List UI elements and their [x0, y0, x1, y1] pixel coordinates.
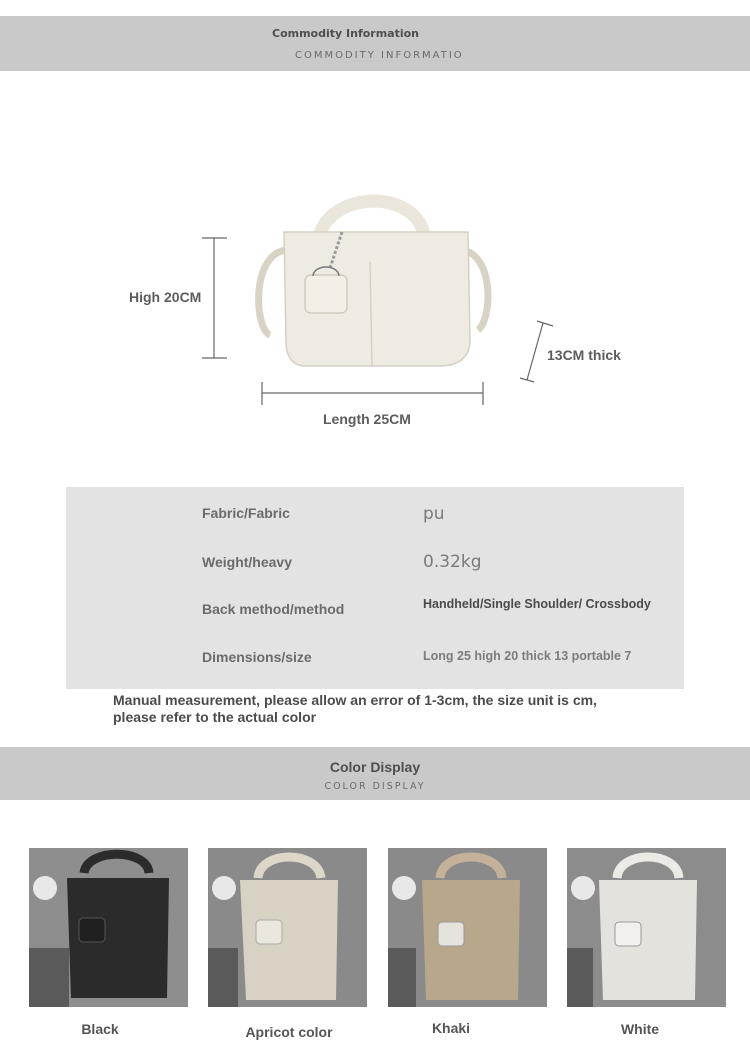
- product-dimension-diagram: [0, 170, 750, 420]
- commodity-info-title: Commodity Information: [272, 27, 420, 40]
- color-swatch-apricot[interactable]: [208, 848, 367, 1007]
- measurement-note: Manual measurement, please allow an error of 1-3cm, the size unit is cm, please refer to the actual color: [113, 692, 597, 725]
- color-swatch-khaki[interactable]: [388, 848, 547, 1007]
- spec-value-carry-method: Handheld/Single Shoulder/ Crossbody: [423, 597, 651, 611]
- black-bag-photo: [29, 848, 188, 1007]
- khaki-bag-photo: [388, 848, 547, 1007]
- commodity-info-subtitle: COMMODITY INFORMATIO: [295, 50, 464, 61]
- color-label-black: Black: [81, 1021, 119, 1037]
- bag-illustration: [259, 201, 488, 366]
- color-display-title: Color Display: [329, 759, 421, 775]
- length-label: Length 25CM: [323, 411, 411, 427]
- commodity-info-header: [0, 16, 750, 71]
- spec-key-weight: Weight/heavy: [202, 554, 292, 570]
- height-label: High 20CM: [129, 289, 202, 305]
- color-label-white: White: [620, 1021, 660, 1037]
- color-swatch-white[interactable]: [567, 848, 726, 1007]
- color-label-khaki: Khaki: [431, 1020, 471, 1036]
- spec-key-fabric: Fabric/Fabric: [202, 505, 290, 521]
- spec-value-weight: 0.32kg: [423, 552, 482, 572]
- spec-value-fabric: pu: [423, 504, 445, 524]
- color-display-subtitle: COLOR DISPLAY: [324, 781, 426, 792]
- color-swatch-black[interactable]: [29, 848, 188, 1007]
- apricot-bag-photo: [208, 848, 367, 1007]
- height-dimension-line: [202, 238, 227, 358]
- spec-key-dimensions: Dimensions/size: [202, 649, 312, 665]
- color-label-apricot: Apricot color: [245, 1024, 333, 1040]
- spec-value-dimensions: Long 25 high 20 thick 13 portable 7: [423, 649, 632, 663]
- color-display-header: [0, 747, 750, 800]
- spec-key-carry-method: Back method/method: [202, 601, 345, 617]
- thickness-label: 13CM thick: [547, 347, 621, 363]
- spec-table: [66, 487, 684, 689]
- length-dimension-line: [262, 382, 483, 405]
- white-bag-photo: [567, 848, 726, 1007]
